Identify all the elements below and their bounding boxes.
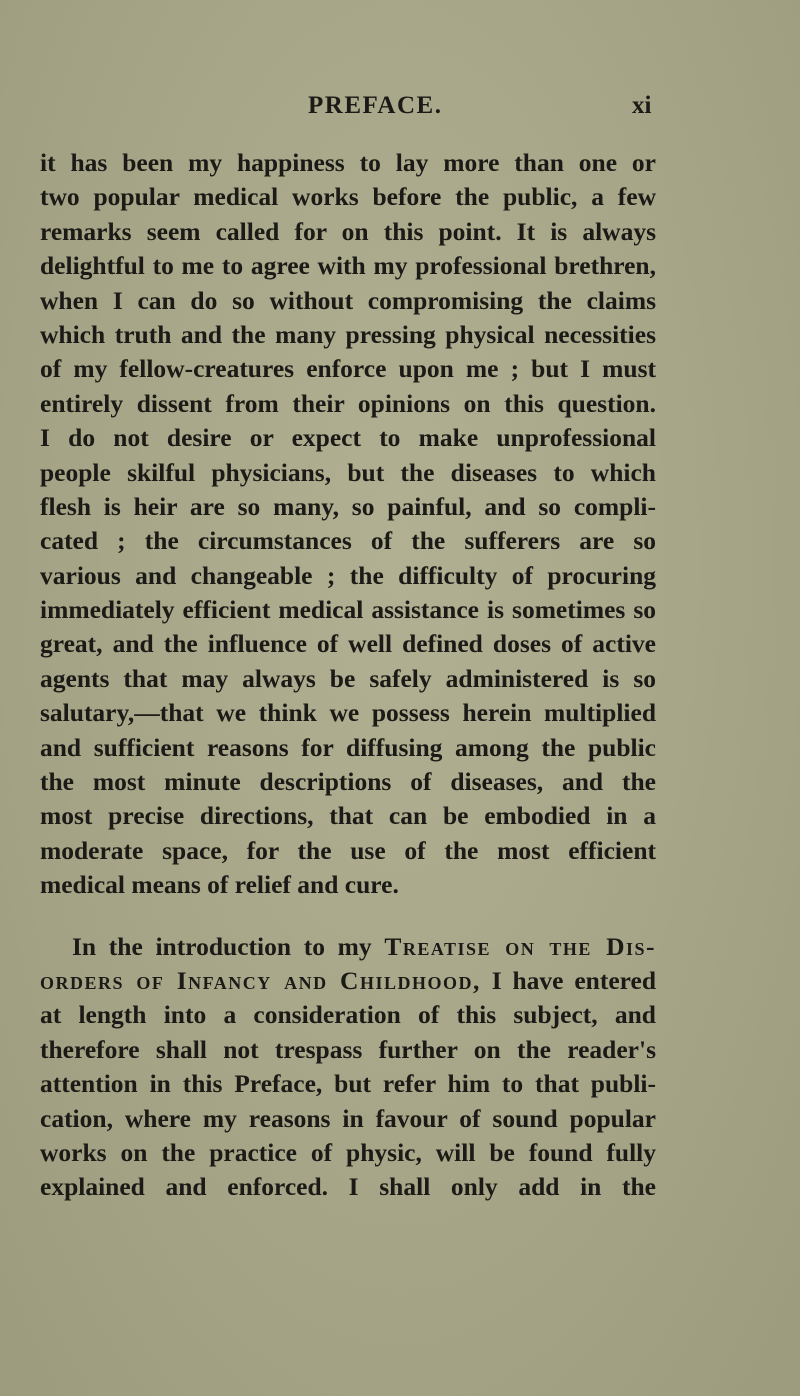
page-header	[0, 92, 800, 132]
text-line: great, and the influence of well defined doses of active	[40, 629, 656, 659]
text-line: most precise directions, that can be embodied in a	[40, 801, 656, 831]
text-line: and sufficient reasons for diffusing among the public	[40, 732, 656, 762]
paragraph-2	[40, 930, 656, 1205]
paragraph-gap	[40, 903, 656, 930]
text-line: two popular medical works before the public, a few	[40, 182, 656, 212]
text-line: therefore shall not trespass further on the reader's	[40, 1034, 656, 1064]
text-line: at length into a consideration of this subject, and	[40, 1000, 656, 1030]
text-line: medical means of relief and cure.	[40, 870, 399, 900]
book-title-fragment: orders of Infancy and Childhood,	[40, 965, 481, 995]
book-title-fragment: Treatise on the Dis-	[384, 931, 657, 961]
paragraph-1	[40, 146, 656, 903]
text-line: of my fellow-creatures enforce upon me ; but I must	[40, 354, 656, 384]
text-line: the most minute descriptions of diseases, and the	[40, 767, 656, 797]
text-line: when I can do so without compromising the claims	[40, 285, 656, 315]
text-line: it has been my happiness to lay more than one or	[40, 148, 656, 177]
text-line: flesh is heir are so many, so painful, and so compli-	[40, 491, 656, 521]
text-line: people skilful physicians, but the diseases to which	[40, 457, 656, 487]
text-fragment: In the introduction to my	[72, 931, 385, 961]
body-text	[40, 146, 656, 1205]
text-line: agents that may always be safely administered is so	[40, 663, 656, 693]
page-number: xi	[632, 92, 652, 119]
text-line: cation, where my reasons in favour of sound popular	[40, 1103, 656, 1133]
text-line: which truth and the many pressing physical necessities	[40, 319, 656, 349]
text-line: attention in this Preface, but refer him to that publi-	[40, 1069, 656, 1099]
text-line: works on the practice of physic, will be found fully	[40, 1137, 656, 1167]
text-line: moderate space, for the use of the most efficient	[40, 835, 656, 865]
text-line	[40, 930, 656, 964]
text-line: immediately efficient medical assistance is sometimes so	[40, 595, 656, 625]
text-line: salutary,—that we think we possess herein multiplied	[40, 698, 656, 728]
text-line	[40, 964, 656, 998]
text-line: delightful to me to agree with my professional brethren,	[40, 251, 656, 281]
text-line: explained and enforced. I shall only add in the	[40, 1172, 656, 1202]
text-fragment: I have entered	[480, 965, 656, 995]
text-line: cated ; the circumstances of the sufferers are so	[40, 526, 656, 556]
text-line: various and changeable ; the difficulty of procuring	[40, 560, 656, 590]
text-line: I do not desire or expect to make unprofessional	[40, 423, 656, 453]
text-line: remarks seem called for on this point. It is always	[40, 216, 656, 246]
text-line: entirely dissent from their opinions on this question.	[40, 388, 656, 418]
running-title: PREFACE.	[308, 92, 443, 119]
